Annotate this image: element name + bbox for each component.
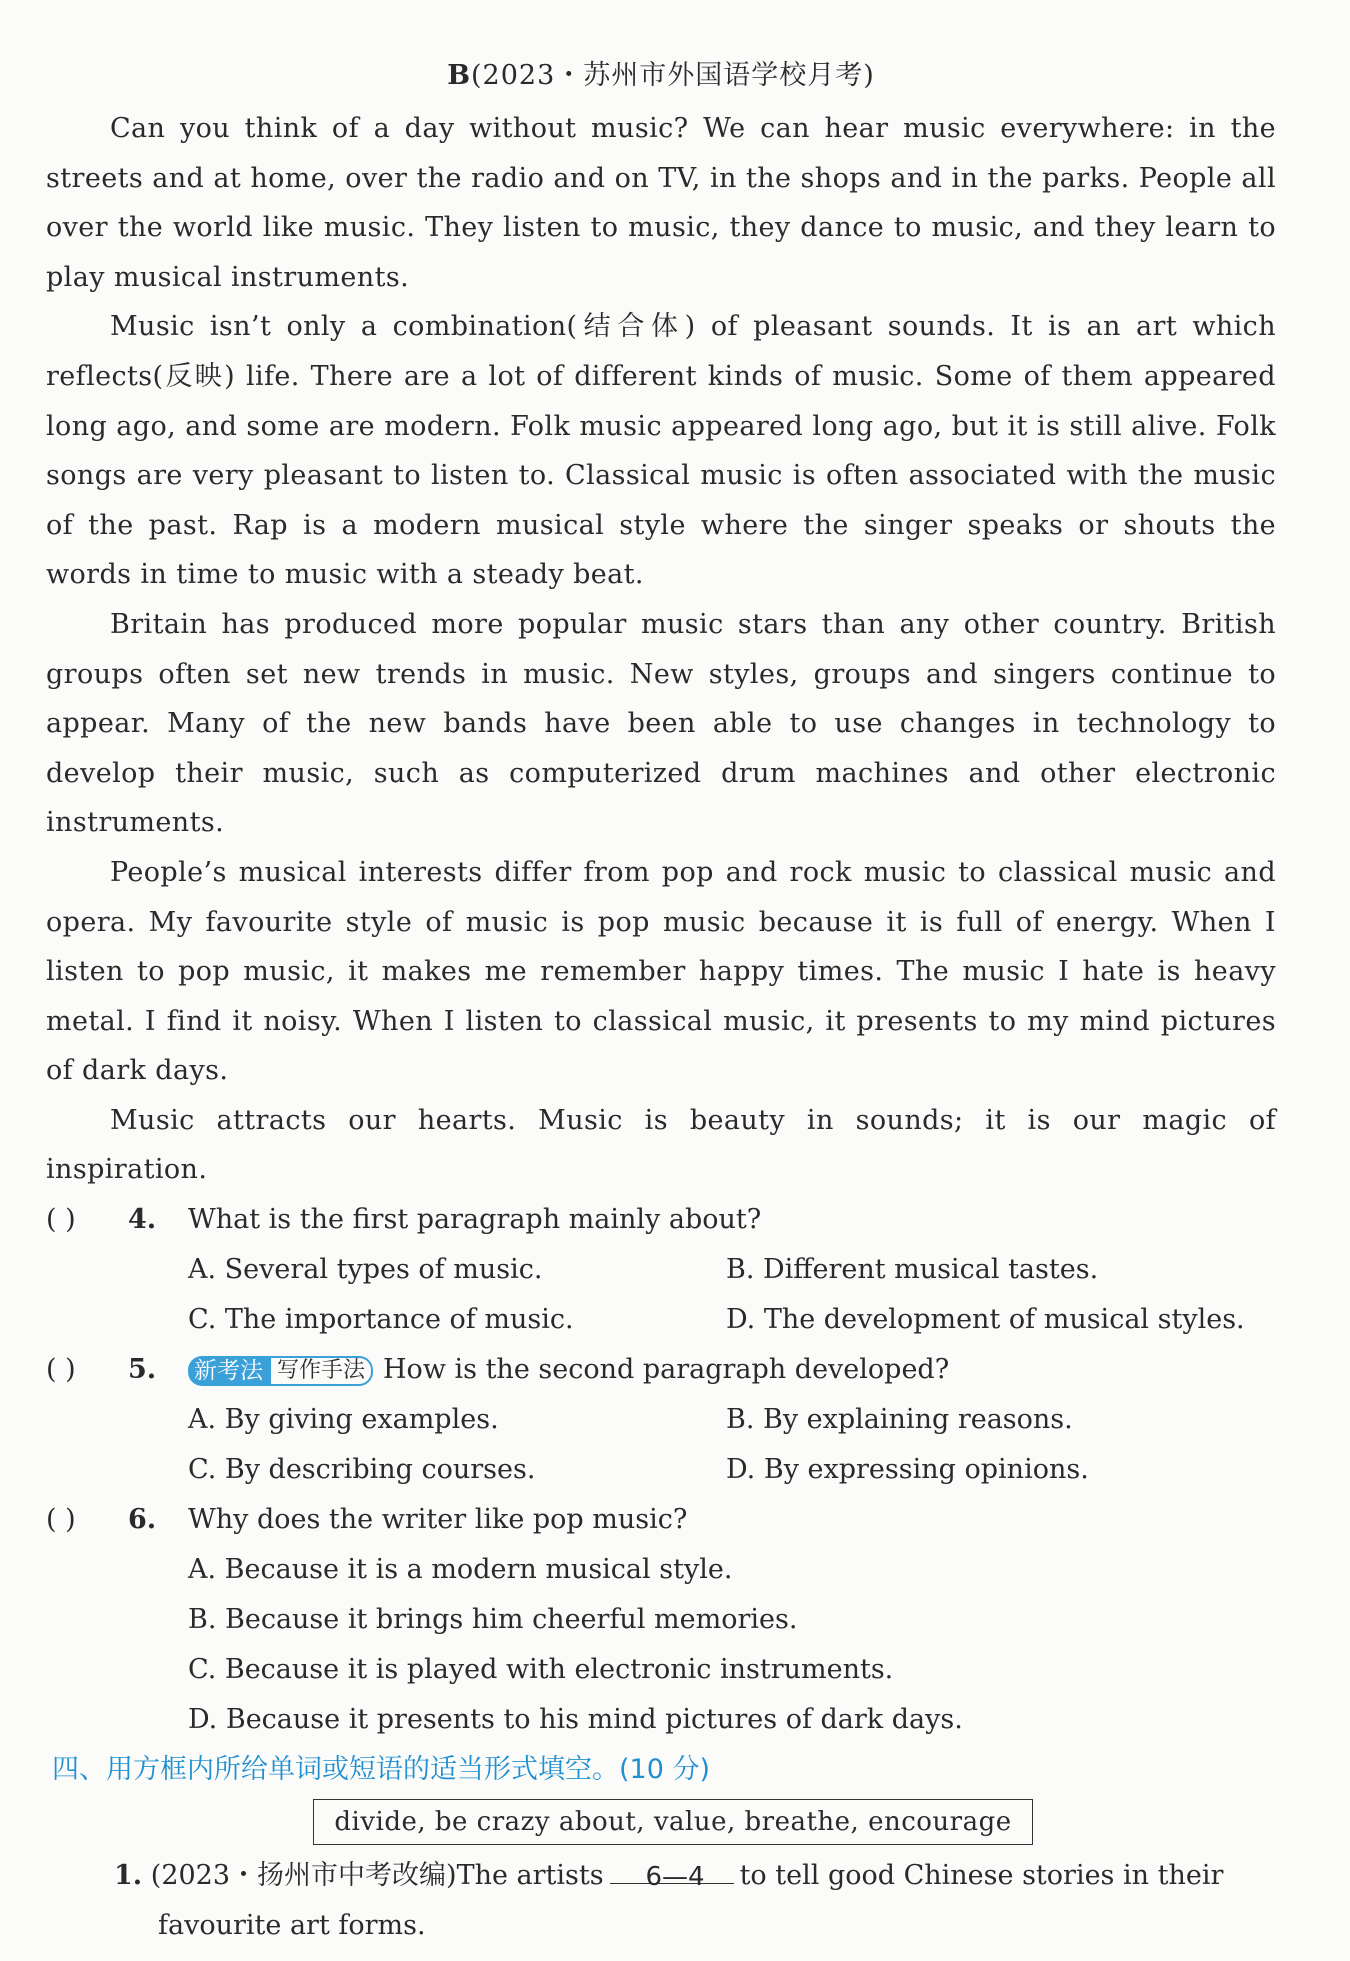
- option-c[interactable]: C. By describing courses.: [188, 1454, 536, 1486]
- option-b[interactable]: B. Because it brings him cheerful memories.: [188, 1604, 798, 1636]
- question-4-options-row-1: [46, 1245, 1276, 1295]
- item-number: 1.: [114, 1860, 143, 1892]
- item-text-after: to tell good Chinese stories in their: [739, 1860, 1224, 1892]
- option-d[interactable]: D. By expressing opinions.: [726, 1454, 1089, 1486]
- option-d[interactable]: D. The development of musical styles.: [726, 1304, 1245, 1336]
- passage-header: [46, 52, 1276, 100]
- question-6-option-b-row: [46, 1595, 1276, 1645]
- question-number: 5.: [128, 1354, 157, 1386]
- question-number: 6.: [128, 1504, 157, 1536]
- option-b[interactable]: B. Different musical tastes.: [726, 1254, 1099, 1286]
- question-5: [46, 1345, 1276, 1395]
- question-6: [46, 1495, 1276, 1545]
- question-6-option-c-row: [46, 1645, 1276, 1695]
- option-c[interactable]: C. The importance of music.: [188, 1304, 574, 1336]
- section-4-title: 四、用方框内所给单词或短语的适当形式填空。(10 分): [52, 1754, 711, 1786]
- question-text: Why does the writer like pop music?: [188, 1504, 688, 1536]
- option-a[interactable]: A. By giving examples.: [188, 1404, 499, 1436]
- question-text: What is the first paragraph mainly about?: [188, 1204, 762, 1236]
- question-4: [46, 1195, 1276, 1245]
- answer-bracket[interactable]: ( ): [46, 1204, 76, 1236]
- passage-paragraph-3: Britain has produced more popular music stars than any other country. British groups often set new trends in music. New styles, groups and singers continue to appear. Many of the new bands have been able to use changes in technology to develop their music, such as computerized drum machines and other electronic instruments.: [46, 608, 1276, 839]
- writing-technique-badge: 写作手法: [269, 1356, 373, 1386]
- new-format-badge: 新考法: [188, 1356, 269, 1386]
- question-5-options-row-2: [46, 1445, 1276, 1495]
- question-text-with-tags: [188, 1345, 949, 1395]
- page-number: 6—4: [645, 1862, 705, 1892]
- question-6-option-d-row: [46, 1695, 1276, 1745]
- option-d[interactable]: D. Because it presents to his mind pictures of dark days.: [188, 1704, 963, 1736]
- question-text: How is the second paragraph developed?: [383, 1354, 950, 1386]
- passage-label: B: [447, 60, 472, 91]
- word-box: divide, be crazy about, value, breathe, encourage: [313, 1799, 1033, 1845]
- question-5-options-row-1: [46, 1395, 1276, 1445]
- question-4-options-row-2: [46, 1295, 1276, 1345]
- passage-paragraph-1: Can you think of a day without music? We can hear music everywhere: in the streets and at home, over the radio and on TV, in the shops and in the parks. People all over the world like music. They listen to music, they dance to music, and they learn to play musical instruments.: [46, 113, 1276, 293]
- item-text-line-2: favourite art forms.: [158, 1910, 426, 1942]
- item-source: (2023・扬州市中考改编): [150, 1860, 457, 1892]
- option-b[interactable]: B. By explaining reasons.: [726, 1404, 1073, 1436]
- item-text-before: The artists: [456, 1860, 604, 1892]
- option-c[interactable]: C. Because it is played with electronic instruments.: [188, 1654, 894, 1686]
- option-a[interactable]: A. Several types of music.: [188, 1254, 543, 1286]
- question-number: 4.: [128, 1204, 157, 1236]
- option-a[interactable]: A. Because it is a modern musical style.: [188, 1554, 733, 1586]
- passage-paragraph-4: People’s musical interests differ from pop and rock music to classical music and opera. My favourite style of music is pop music because it is full of energy. When I listen to pop music, it makes me remember happy times. The music I hate is heavy metal. I find it noisy. When I listen to classical music, it presents to my mind pictures of dark days.: [46, 856, 1276, 1087]
- passage-paragraph-5: Music attracts our hearts. Music is beauty in sounds; it is our magic of inspiration.: [46, 1104, 1276, 1186]
- passage-paragraph-2: Music isn’t only a combination(结合体) of pleasant sounds. It is an art which reflects(反映) life. There are a lot of different kinds of music. Some of them appeared long ago, and some are modern. Folk music appeared long ago, but it is still alive. Folk songs are very pleasant to listen to. Classical music is often associated with the music of the past. Rap is a modern musical style where the singer speaks or shouts the words in time to music with a steady beat.: [46, 311, 1276, 591]
- passage-source: (2023・苏州市外国语学校月考): [471, 60, 875, 91]
- answer-bracket[interactable]: ( ): [46, 1354, 76, 1386]
- answer-bracket[interactable]: ( ): [46, 1504, 76, 1536]
- question-6-option-a-row: [46, 1545, 1276, 1595]
